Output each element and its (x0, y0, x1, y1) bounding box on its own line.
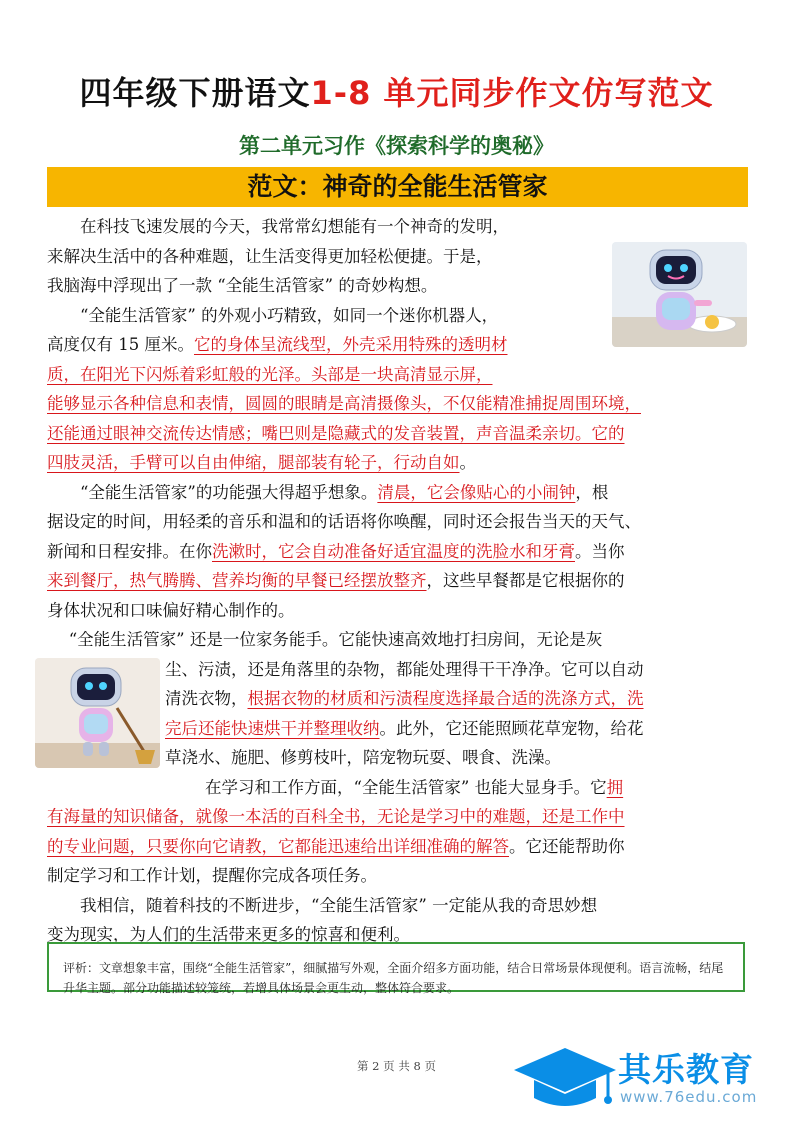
essay-body (47, 212, 757, 950)
highlighted-text: 有海量的知识储备，就像一本活的百科全书，无论是学习中的难题，还是工作中 (47, 807, 625, 826)
essay-line (47, 242, 757, 272)
highlighted-text: 能够显示各种信息和表情，圆圆的眼睛是高清摄像头，不仅能精准捕捉周围环境， (47, 394, 641, 413)
essay-line (47, 596, 757, 626)
subtitle: 第二单元习作《探索科学的奥秘》 (239, 133, 554, 158)
essay-line (47, 448, 757, 478)
highlighted-text: 完后还能快速烘干并整理收纳 (165, 718, 380, 738)
essay-line (47, 655, 757, 685)
essay-line (47, 271, 757, 301)
essay-text: “全能生活管家” 的外观小巧精致，如同一个迷你机器人， (47, 305, 499, 325)
essay-line (47, 743, 757, 773)
essay-title-banner: 范文：神奇的全能生活管家 (47, 167, 748, 207)
essay-text: 尘、污渍，还是角落里的杂物，都能处理得干干净净。它可以自动 (165, 659, 644, 679)
essay-text: 来解决生活中的各种难题，让生活变得更加轻松便捷。于是， (47, 246, 493, 266)
essay-line (47, 301, 757, 331)
essay-line (47, 478, 757, 508)
essay-text: 高度仅有 15 厘米。 (47, 335, 194, 354)
essay-line (47, 566, 757, 596)
graduation-cap-icon (510, 1040, 620, 1120)
essay-text: “全能生活管家” 还是一位家务能手。它能快速高效地打扫房间，无论是灰 (47, 630, 603, 649)
essay-text: 新闻和日程安排。在你 (47, 541, 212, 561)
essay-text: 清洗衣物， (165, 689, 248, 708)
brand-url: www.76edu.com (620, 1088, 758, 1106)
essay-line (47, 360, 757, 390)
page-title-part2: 1-8 单元同步作文仿写范文 (310, 74, 714, 112)
essay-line (47, 861, 757, 891)
essay-text: 我相信，随着科技的不断进步，“全能生活管家” 一定能从我的奇思妙想 (47, 895, 598, 915)
essay-line (47, 802, 757, 832)
essay-line (47, 212, 757, 242)
essay-line (47, 714, 757, 744)
essay-text: 。当你 (575, 541, 625, 561)
page-title (0, 68, 793, 114)
essay-text: 在科技飞速发展的今天，我常常幻想能有一个神奇的发明， (47, 217, 509, 236)
essay-text: 我脑海中浮现出了一款 “全能生活管家” 的奇妙构想。 (47, 276, 438, 295)
brand-name: 其乐教育 (618, 1050, 754, 1089)
highlighted-text: 来到餐厅，热气腾腾、营养均衡的早餐已经摆放整齐 (47, 571, 427, 590)
highlighted-text: 的专业问题，只要你向它请教，它都能迅速给出详细准确的解答 (47, 836, 509, 856)
review-text: 评析：文章想象丰富，围绕“全能生活管家”，细腻描写外观，全面介绍多方面功能，结合日常场景体现便利。语言流畅，结尾升华主题。部分功能描述较笼统，若增具体场景会更生动，整体符合要求。 (63, 961, 724, 995)
highlighted-text: 清晨，它会像贴心的小闹钟 (377, 482, 576, 502)
essay-line (47, 891, 757, 921)
essay-line (47, 773, 757, 803)
essay-line (47, 684, 757, 714)
highlighted-text: 质，在阳光下闪烁着彩虹般的光泽。头部是一块高清显示屏， (47, 364, 493, 384)
page-title-part1: 四年级下册语文 (79, 74, 311, 112)
essay-line (47, 625, 757, 655)
essay-line (47, 832, 757, 862)
highlighted-text: 它的身体呈流线型，外壳采用特殊的透明材 (194, 335, 508, 354)
essay-text: 。它还能帮助你 (509, 836, 625, 856)
essay-line (47, 507, 757, 537)
highlighted-text: 拥 (606, 777, 624, 797)
essay-text: 草浇水、施肥、修剪枝叶，陪宠物玩耍、喂食、洗澡。 (165, 748, 561, 767)
highlighted-text: 根据衣物的材质和污渍程度选择最合适的洗涤方式，洗 (247, 689, 644, 708)
essay-text: “全能生活管家”的功能强大得超乎想象。 (47, 482, 378, 502)
essay-text: 。此外，它还能照顾花草宠物，给花 (379, 718, 644, 738)
essay-text: 。 (459, 453, 476, 472)
essay-text: 身体状况和口味偏好精心制作的。 (47, 600, 295, 620)
essay-text: 据设定的时间，用轻柔的音乐和温和的话语将你唤醒，同时还会报告当天的天气、 (47, 512, 641, 531)
essay-text: 在学习和工作方面，“全能生活管家” 也能大显身手。它 (205, 777, 607, 797)
essay-line (47, 389, 757, 419)
highlighted-text: 四肢灵活，手臂可以自由伸缩，腿部装有轮子，行动自如 (47, 453, 460, 472)
essay-line (47, 419, 757, 449)
highlighted-text: 洗漱时，它会自动准备好适宜温度的洗脸水和牙膏 (212, 541, 575, 561)
brand-logo (510, 1040, 790, 1120)
page-number: 第 2 页 共 8 页 (357, 1059, 436, 1073)
essay-line (47, 330, 757, 360)
essay-line (47, 537, 757, 567)
essay-text: ，这些早餐都是它根据你的 (426, 571, 625, 590)
essay-text: 变为现实，为人们的生活带来更多的惊喜和便利。 (47, 925, 410, 944)
review-box (47, 942, 745, 995)
essay-text: ，根 (575, 482, 609, 502)
highlighted-text: 还能通过眼神交流传达情感；嘴巴则是隐藏式的发音装置，声音温柔亲切。它的 (47, 423, 625, 443)
essay-text: 制定学习和工作计划，提醒你完成各项任务。 (47, 866, 377, 885)
